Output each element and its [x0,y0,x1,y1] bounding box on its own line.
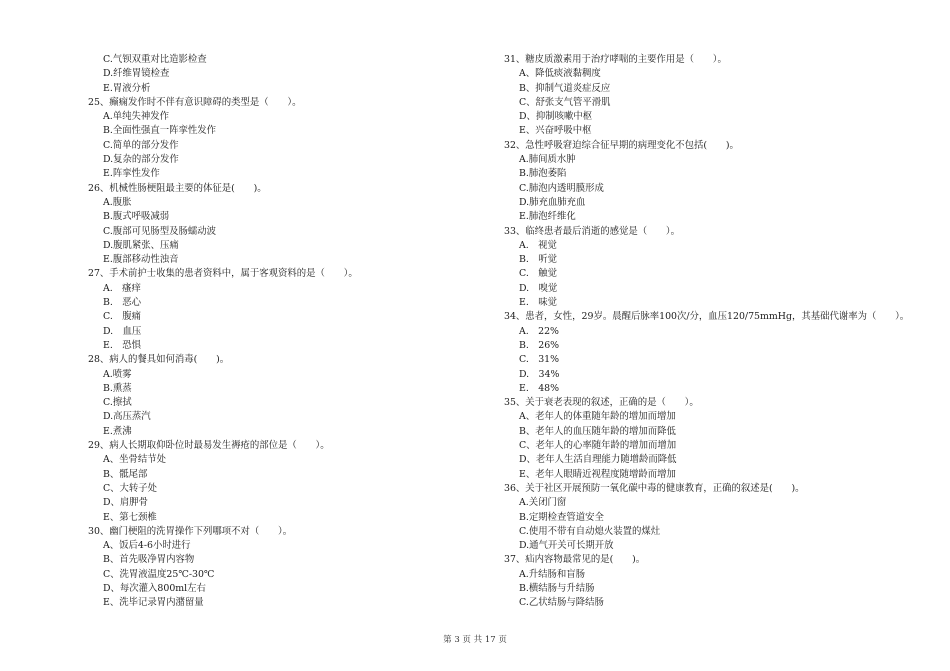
answer-option: E.煮沸 [103,425,132,437]
answer-option: B.横结肠与升结肠 [519,582,595,594]
answer-option: B. 听觉 [519,254,557,266]
answer-option: B.腹式呼吸减弱 [103,211,170,223]
answer-option: B、抑制气道炎症反应 [519,82,611,94]
answer-option: A、饭后4-6小时进行 [103,540,191,552]
answer-option: C.乙状结肠与降结肠 [519,597,604,609]
answer-option: C、洗胃液温度25℃-30℃ [103,568,215,580]
answer-option: C.简单的部分发作 [103,139,179,151]
answer-option: E、老年人眼睛近视程度随增龄而增加 [519,468,676,480]
answer-option: D. 血压 [103,325,142,337]
answer-option: E、洗毕记录胃内潴留量 [103,597,204,609]
question-stem: 27、手术前护士收集的患者资料中，属于客观资料的是（ ）。 [88,268,358,280]
question-stem: 36、关于社区开展预防一氧化碳中毒的健康教育，正确的叙述是( )。 [504,482,805,494]
answer-option: E、兴奋呼吸中枢 [519,125,592,137]
question-stem: 30、幽门梗阻的洗胃操作下列哪项不对（ ）。 [88,525,293,537]
answer-option: D.肺充血肺充血 [519,196,586,208]
question-stem: 34、患者，女性，29岁。晨醒后脉率100次/分，血压120/75mmHg，其基础代谢率为（ ）。 [504,311,910,323]
answer-option: D、老年人生活自理能力随增龄而降低 [519,454,677,466]
answer-option: D.复杂的部分发作 [103,154,179,166]
answer-option: A.关闭门窗 [519,497,567,509]
answer-option: C. 31% [519,354,560,366]
answer-option: C. 触觉 [519,268,557,280]
answer-option: C、老年人的心率随年龄的增加而增加 [519,440,677,452]
left-column [88,53,468,611]
answer-option: E.肺泡纤维化 [519,211,576,223]
answer-option: D、每次灌入800ml左右 [103,582,206,594]
answer-option: B.定期检查管道安全 [519,511,604,523]
answer-option: A、坐骨结节处 [103,454,167,466]
answer-option: A.肺间质水肿 [519,154,576,166]
page-footer: 第 3 页 共 17 页 [443,635,507,645]
answer-option: D、抑制咳嗽中枢 [519,111,593,123]
answer-option: D.通气开关可长期开放 [519,540,614,552]
answer-option: C.腹部可见肠型及肠蠕动波 [103,225,216,237]
answer-option: E.阵挛性发作 [103,168,160,180]
question-stem: 37、疝内容物最常见的是( )。 [504,554,646,566]
answer-option: E. 恐惧 [103,339,141,351]
answer-option: C、舒张支气管平滑肌 [519,96,611,108]
answer-option: C、大转子处 [103,482,158,494]
answer-option: D.纤维胃镜检查 [103,68,170,80]
answer-option: D. 嗅觉 [519,282,558,294]
answer-option: A.腹胀 [103,196,132,208]
answer-option: A. 视觉 [519,239,557,251]
answer-option: D.腹肌紧张、压痛 [103,239,179,251]
answer-option: D. 34% [519,368,560,380]
answer-option: E、第七颈椎 [103,511,157,523]
answer-option: C.擦拭 [103,397,132,409]
answer-option: C.使用不带有自动熄火装置的煤灶 [519,525,661,537]
answer-option: A.喷雾 [103,368,132,380]
answer-option: B.肺泡萎陷 [519,168,567,180]
answer-option: A. 22% [519,325,559,337]
answer-option: B. 恶心 [103,297,141,309]
question-stem: 31、糖皮质激素用于治疗哮喘的主要作用是（ ）。 [504,54,727,65]
question-stem: 33、临终患者最后消逝的感觉是（ ）。 [504,225,680,237]
answer-option: B、老年人的血压随年龄的增加而降低 [519,425,676,437]
answer-option: D、肩胛骨 [103,497,149,509]
answer-option: B、首先吸净胃内容物 [103,554,195,566]
answer-option: C. 腹痛 [103,311,141,323]
answer-option: B. 26% [519,339,560,351]
right-column [504,53,910,611]
question-stem: 35、关于衰老表现的叙述，正确的是（ ）。 [504,397,699,409]
answer-option: C.气钡双重对比造影检查 [103,54,207,65]
question-stem: 32、急性呼吸窘迫综合征早期的病理变化不包括( )。 [504,139,739,151]
answer-option: D.高压蒸汽 [103,411,151,423]
answer-option: A.单纯失神发作 [103,111,170,123]
answer-option: E. 48% [519,382,560,394]
answer-option: E.胃液分析 [103,82,151,94]
answer-option: A、降低痰液黏稠度 [519,68,601,80]
question-stem: 29、病人长期取仰卧位时最易发生褥疮的部位是（ ）。 [88,440,330,452]
answer-option: B.熏蒸 [103,382,132,394]
question-stem: 28、病人的餐具如何消毒( )。 [88,354,230,366]
answer-option: C.肺泡内透明膜形成 [519,182,604,194]
answer-option: B.全面性强直一阵挛性发作 [103,125,216,137]
answer-option: A. 瘙痒 [103,282,141,294]
question-stem: 25、癫痫发作时不伴有意识障碍的类型是（ ）。 [88,96,302,108]
answer-option: E.腹部移动性浊音 [103,254,179,266]
answer-option: E. 味觉 [519,297,557,309]
answer-option: A.升结肠和盲肠 [519,568,586,580]
answer-option: B、骶尾部 [103,468,148,480]
answer-option: A、老年人的体重随年龄的增加而增加 [519,411,676,423]
question-stem: 26、机械性肠梗阻最主要的体征是( )。 [88,182,267,194]
